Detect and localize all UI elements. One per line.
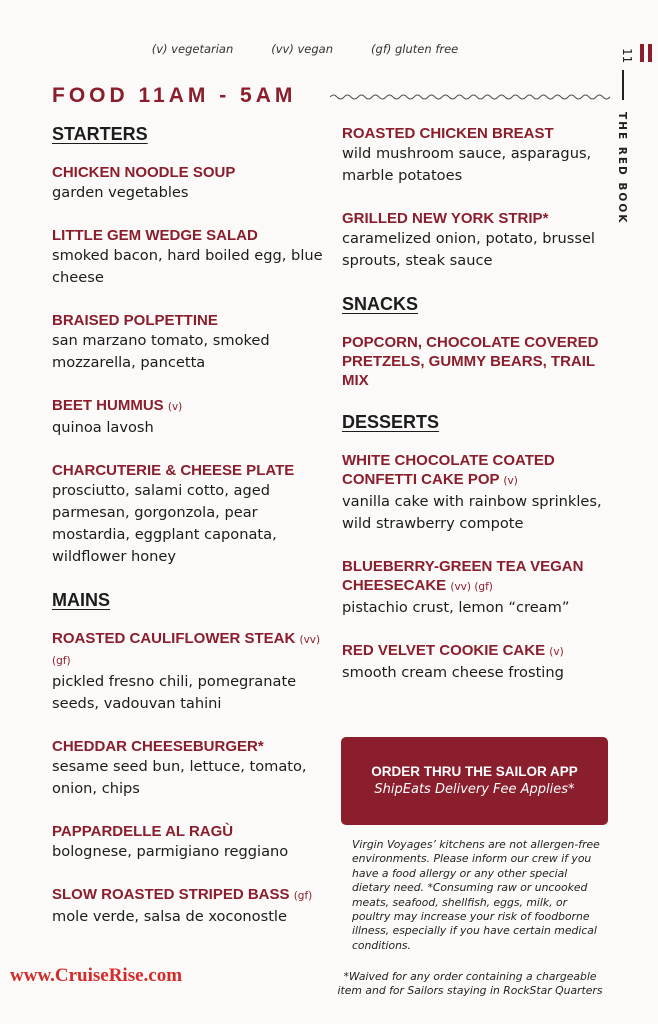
menu-section [52, 590, 327, 928]
item-description: mole verde, salsa de xoconostle [52, 908, 287, 925]
menu-section [342, 412, 612, 684]
menu-item [52, 885, 327, 928]
book-label: THE RED BOOK [616, 112, 628, 225]
section-title: MAINS [52, 590, 110, 610]
menu-item [342, 451, 612, 535]
diet-tag: (vv) (gf) [450, 581, 493, 593]
menu-section [52, 124, 327, 568]
item-name-text: CHICKEN NOODLE SOUP [52, 164, 236, 181]
menu-item [52, 311, 327, 374]
diet-tag: (v) [167, 401, 183, 413]
item-name [52, 163, 327, 182]
item-name [52, 311, 327, 330]
menu-title: FOOD 11AM - 5AM [52, 84, 297, 107]
menu-item [342, 124, 612, 187]
item-description: vanilla cake with rainbow sprinkles, wild strawberry compote [342, 493, 602, 532]
item-name [52, 822, 327, 841]
diet-tag: (v) [503, 475, 518, 487]
item-name [342, 333, 612, 390]
item-name [342, 451, 612, 491]
order-banner [341, 737, 608, 825]
menu-item [52, 629, 327, 715]
item-name [52, 885, 327, 906]
diet-tag: (gf) [293, 890, 313, 902]
item-name [342, 557, 612, 597]
menu-item [52, 737, 327, 800]
item-description: pistachio crust, lemon “cream” [342, 599, 570, 616]
diet-legend [0, 42, 610, 56]
item-name-text: CHEDDAR CHEESEBURGER* [52, 738, 264, 755]
page-number: 11 [620, 48, 634, 64]
item-name-text: BLUEBERRY-GREEN TEA VEGAN CHEESECAKE [342, 558, 584, 594]
side-divider [622, 70, 624, 100]
item-name [52, 396, 327, 417]
item-name [342, 209, 612, 228]
menu-item [52, 822, 327, 863]
legend-vegan: (vv) vegan [271, 42, 334, 56]
menu-item [342, 641, 612, 684]
right-column [342, 124, 612, 706]
allergen-disclaimer: Virgin Voyages’ kitchens are not allergen-free environments. Please inform our crew if you have a food allergy or any other special dietary need. *Consuming raw or uncooked meats, seafood, shellfish, eggs, milk, or poultry may increase your risk of foodborne illness, especially if you have certain medical conditions. [352, 838, 600, 952]
legend-gluten-free: (gf) gluten free [371, 42, 459, 56]
menu-item [52, 226, 327, 289]
item-name [342, 641, 612, 662]
item-description: prosciutto, salami cotto, aged parmesan, gorgonzola, pear mostardia, eggplant caponata, wildflower honey [52, 482, 277, 565]
item-description: caramelized onion, potato, brussel sprouts, steak sauce [342, 230, 595, 269]
menu-item [342, 209, 612, 272]
item-name [52, 226, 327, 245]
menu-item [52, 163, 327, 204]
fee-waived-note: *Waived for any order containing a chargeable item and for Sailors staying in RockStar Quarters [337, 970, 603, 998]
item-description: wild mushroom sauce, asparagus, marble potatoes [342, 145, 592, 184]
left-column [52, 124, 327, 950]
item-name-text: BRAISED POLPETTINE [52, 312, 218, 329]
item-name-text: BEET HUMMUS [52, 397, 164, 414]
item-name-text: ROASTED CAULIFLOWER STEAK [52, 630, 296, 647]
menu-section [342, 124, 612, 272]
item-name [52, 737, 327, 756]
side-tab [612, 0, 658, 240]
item-description: bolognese, parmigiano reggiano [52, 843, 289, 860]
menu-item [52, 396, 327, 439]
item-name-text: POPCORN, CHOCOLATE COVERED PRETZELS, GUMMY BEARS, TRAIL MIX [342, 334, 599, 389]
item-name [342, 124, 612, 143]
order-subtitle: ShipEats Delivery Fee Applies* [374, 782, 575, 797]
red-tab-mark-2 [648, 44, 652, 62]
red-tab-mark [640, 44, 644, 62]
item-name-text: SLOW ROASTED STRIPED BASS [52, 886, 290, 903]
item-description: smoked bacon, hard boiled egg, blue cheese [52, 247, 323, 286]
item-name-text: ROASTED CHICKEN BREAST [342, 125, 554, 142]
diet-tag: (v) [549, 646, 564, 658]
menu-section [342, 294, 612, 390]
menu-item [52, 461, 327, 568]
item-description: pickled fresno chili, pomegranate seeds, vadouvan tahini [52, 673, 297, 712]
order-title: ORDER THRU THE SAILOR APP [371, 764, 578, 779]
menu-header [52, 84, 612, 108]
watermark: www.CruiseRise.com [10, 965, 183, 986]
item-description: garden vegetables [52, 184, 189, 201]
section-title: DESSERTS [342, 412, 440, 432]
item-description: sesame seed bun, lettuce, tomato, onion, chips [52, 758, 307, 797]
item-name-text: WHITE CHOCOLATE COATED CONFETTI CAKE POP [342, 452, 555, 488]
item-name-text: LITTLE GEM WEDGE SALAD [52, 227, 258, 244]
item-name-text: GRILLED NEW YORK STRIP* [342, 210, 549, 227]
section-title: SNACKS [342, 294, 419, 314]
diet-tag: (vv) (gf) [52, 634, 321, 667]
legend-vegetarian: (v) vegetarian [151, 42, 234, 56]
menu-item [342, 333, 612, 390]
item-description: quinoa lavosh [52, 419, 154, 436]
wave-divider [330, 92, 612, 102]
menu-item [342, 557, 612, 619]
item-name [52, 629, 327, 671]
section-title: STARTERS [52, 124, 148, 144]
item-description: smooth cream cheese frosting [342, 664, 564, 681]
item-name [52, 461, 327, 480]
item-name-text: CHARCUTERIE & CHEESE PLATE [52, 462, 295, 479]
item-name-text: RED VELVET COOKIE CAKE [342, 642, 546, 659]
item-name-text: PAPPARDELLE AL RAGÙ [52, 823, 234, 840]
item-description: san marzano tomato, smoked mozzarella, pancetta [52, 332, 270, 371]
